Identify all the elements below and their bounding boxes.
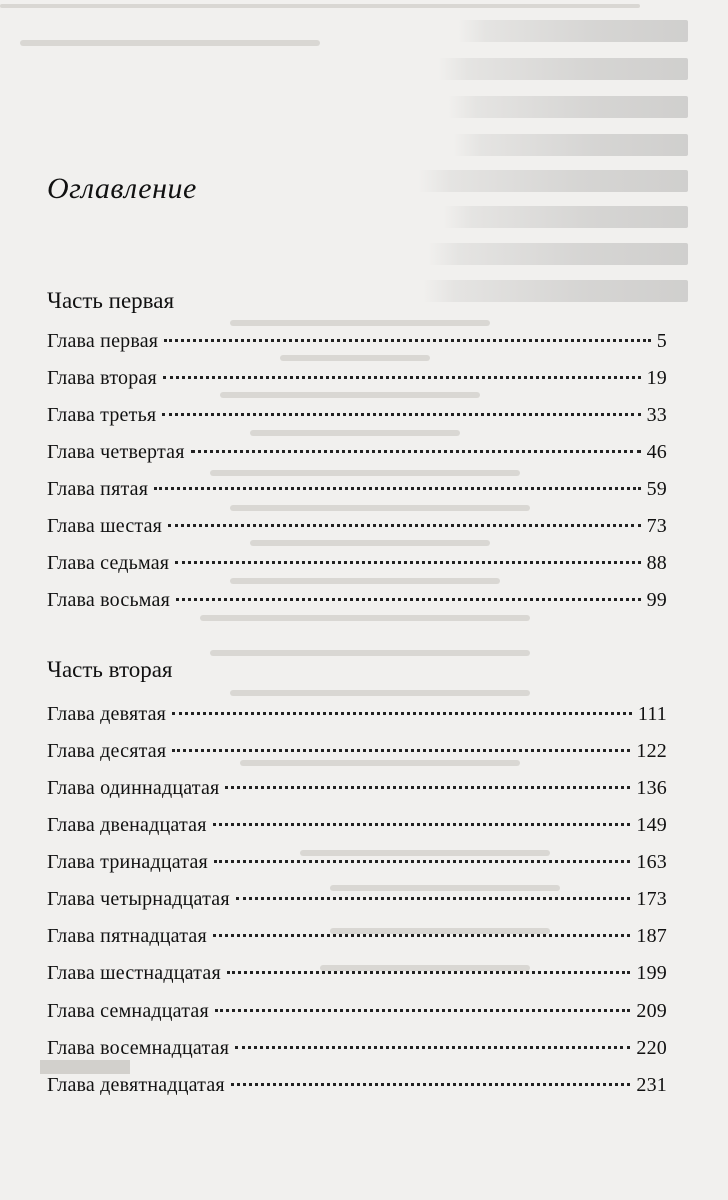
page-number: 73 [646,515,667,537]
page-number: 209 [636,1000,667,1022]
chapter-title: Глава шестая [47,515,163,537]
page-number: 187 [636,925,667,947]
toc-entry[interactable] [47,777,667,803]
dot-leader [225,786,630,789]
chapter-title: Глава тринадцатая [47,851,208,873]
page-number: 5 [656,330,667,352]
chapter-title: Глава четырнадцатая [47,888,230,910]
chapter-title: Глава шестнадцатая [47,962,221,984]
dot-leader [231,1083,631,1086]
toc-entry[interactable] [47,441,667,467]
toc-entry[interactable] [47,851,667,877]
chapter-title: Глава семнадцатая [47,1000,209,1022]
page-number: 99 [646,589,667,611]
chapter-title: Глава девятая [47,703,167,725]
dot-leader [215,1009,630,1012]
dot-leader [172,749,630,752]
dot-leader [213,823,631,826]
toc-entry[interactable] [47,740,667,766]
chapter-title: Глава восемнадцатая [47,1037,230,1059]
chapter-title: Глава одиннадцатая [47,777,220,799]
page-number: 19 [646,367,667,389]
chapter-title: Глава пятая [47,478,149,500]
chapter-title: Глава четвертая [47,441,185,463]
toc-entry[interactable] [47,888,667,914]
toc-entry[interactable] [47,1074,667,1100]
toc-heading: Оглавление [47,172,197,205]
dot-leader [172,712,632,715]
dot-leader [175,561,640,564]
chapter-title: Глава девятнадцатая [47,1074,225,1096]
dot-leader [214,860,630,863]
toc-entry[interactable] [47,1000,667,1026]
dot-leader [236,897,631,900]
toc-entry[interactable] [47,330,667,356]
toc-entry[interactable] [47,703,667,729]
part-title: Часть вторая [47,657,173,682]
toc-entry[interactable] [47,1037,667,1063]
dot-leader [227,971,631,974]
chapter-title: Глава двенадцатая [47,814,207,836]
page-number: 46 [646,441,667,463]
page-number: 149 [636,814,667,836]
chapter-title: Глава седьмая [47,552,170,574]
page-number: 111 [637,703,667,725]
toc-entry[interactable] [47,589,667,615]
page-number: 122 [636,740,667,762]
part-title: Часть первая [47,288,175,313]
dot-leader [213,934,630,937]
chapter-title: Глава первая [47,330,159,352]
dot-leader [235,1046,630,1049]
toc-entry[interactable] [47,814,667,840]
page-number: 220 [636,1037,667,1059]
toc-entry[interactable] [47,552,667,578]
dot-leader [168,524,641,527]
dot-leader [163,376,641,379]
chapter-title: Глава восьмая [47,589,170,611]
toc-entry[interactable] [47,515,667,541]
toc-entry[interactable] [47,478,667,504]
dot-leader [191,450,641,453]
page-number: 136 [636,777,667,799]
chapter-title: Глава третья [47,404,157,426]
dot-leader [164,339,651,342]
chapter-title: Глава пятнадцатая [47,925,207,947]
chapter-title: Глава десятая [47,740,167,762]
chapter-title: Глава вторая [47,367,157,389]
dot-leader [154,487,640,490]
dot-leader [162,413,640,416]
page-number: 163 [636,851,667,873]
page-number: 88 [646,552,667,574]
page-number: 33 [646,404,667,426]
toc-entry[interactable] [47,404,667,430]
page-number: 199 [636,962,667,984]
toc-entry[interactable] [47,367,667,393]
page-number: 231 [636,1074,667,1096]
toc-entry[interactable] [47,925,667,951]
toc-entry[interactable] [47,962,667,988]
page-number: 59 [646,478,667,500]
page-number: 173 [636,888,667,910]
dot-leader [176,598,641,601]
